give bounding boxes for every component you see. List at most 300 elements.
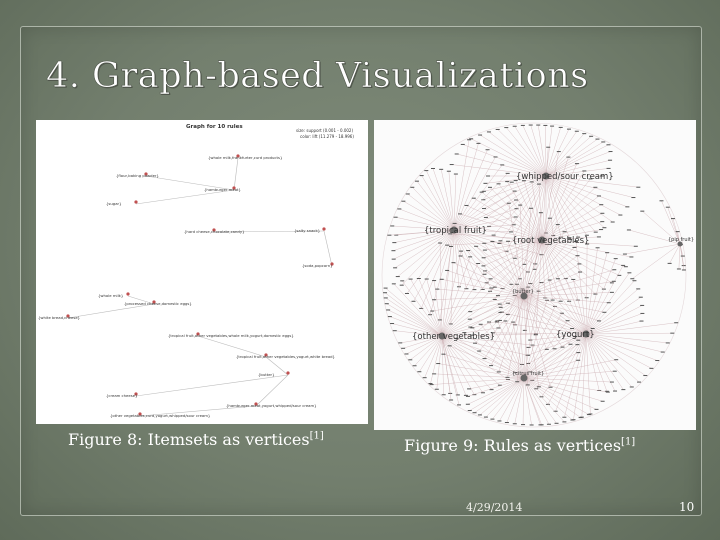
graph-spoke (586, 333, 672, 334)
graph-rule-vertex (415, 181, 419, 182)
graph-hub (516, 172, 614, 182)
graph-rule-vertex (632, 280, 636, 281)
graph-rule-vertex (439, 169, 443, 170)
graph-rule-vertex (595, 409, 599, 410)
graph-spoke (545, 125, 546, 176)
graph-rule-vertex (484, 217, 488, 218)
graph-spoke (437, 336, 442, 389)
graph-spoke (394, 284, 442, 336)
graph-rule-vertex (545, 349, 549, 350)
graph-rule-vertex (497, 420, 501, 421)
graph-spoke (412, 187, 454, 230)
graph-rule-vertex (676, 231, 680, 232)
graph-spoke (586, 259, 616, 334)
graph-spoke (485, 296, 524, 359)
graph-rule-vertex (627, 272, 631, 273)
graph-rule-vertex (461, 144, 465, 145)
graph-spoke (586, 334, 651, 368)
graph-rule-vertex (453, 223, 457, 224)
graph-spoke (427, 279, 442, 336)
graph-spoke (586, 248, 598, 334)
graph-rule-vertex (499, 307, 503, 308)
graph-rule-vertex (467, 388, 471, 389)
graph-rule-vertex (417, 278, 421, 279)
graph-rule-vertex (599, 229, 603, 230)
graph-rule-vertex (530, 424, 534, 425)
graph-rule-vertex (432, 299, 436, 300)
graph-rule-vertex (408, 359, 412, 360)
graph-spoke (625, 244, 680, 254)
graph-rule-vertex (506, 241, 510, 242)
graph-rule-vertex (682, 265, 686, 266)
graph-rule-vertex (393, 330, 397, 331)
graph-rule-vertex (681, 256, 685, 257)
graph-hub (412, 332, 495, 342)
graph-rule-vertex (458, 213, 462, 214)
graph-rule-vertex (451, 262, 455, 263)
graph-edge (136, 375, 288, 396)
graph-rule-vertex (481, 392, 485, 393)
graph-rule-vertex (551, 300, 555, 301)
graph-rule-vertex (440, 279, 444, 280)
graph-rule-vertex (464, 395, 468, 396)
graph-rule-vertex (553, 348, 557, 349)
graph-rule-vertex (391, 250, 395, 251)
graph-rule-vertex (490, 419, 494, 420)
graph-edge (256, 375, 288, 406)
graph-rule-vertex (486, 149, 490, 150)
graph-spoke (454, 182, 512, 230)
graph-spoke (513, 322, 524, 378)
graph-node (168, 332, 294, 338)
graph-rule-vertex (562, 417, 566, 418)
graph-rule-vertex (533, 263, 537, 264)
graph-rule-vertex (621, 389, 625, 390)
graph-spoke (524, 378, 597, 409)
graph-spoke (454, 165, 502, 230)
graph-spoke (542, 179, 590, 240)
graph-rule-vertex (566, 320, 570, 321)
graph-spoke (442, 257, 470, 336)
graph-spoke (524, 281, 614, 296)
graph-rule-vertex (518, 205, 522, 206)
graph-rule-vertex (468, 319, 472, 320)
graph-rule-vertex (449, 399, 453, 400)
graph-node-label: {white bread,cheese} (38, 315, 81, 320)
graph-rule-vertex (561, 347, 565, 348)
graph-rule-vertex (640, 305, 644, 306)
graph-rule-vertex (467, 139, 471, 140)
graph-rule-vertex (441, 354, 445, 355)
graph-rule-vertex (587, 414, 591, 415)
graph-rule-vertex (521, 424, 525, 425)
graph-rule-vertex (559, 301, 563, 302)
graph-rule-vertex (468, 256, 472, 257)
graph-spoke (524, 296, 555, 349)
graph-spoke (454, 230, 466, 289)
graph-rule-vertex (484, 417, 488, 418)
graph-rule-vertex (666, 342, 670, 343)
graph-rule-vertex (482, 208, 486, 209)
graph-rule-vertex (599, 204, 603, 205)
graph-rule-vertex (509, 231, 513, 232)
graph-spoke (441, 169, 454, 230)
graph-rule-vertex (432, 280, 436, 281)
graph-rule-vertex (537, 184, 541, 185)
graph-rule-vertex (493, 299, 497, 300)
graph-node (204, 186, 241, 192)
graph-rule-vertex (582, 133, 586, 134)
graph-node (208, 154, 282, 160)
graph-rule-vertex (430, 311, 434, 312)
graph-rule-vertex (448, 345, 452, 346)
graph-rule-vertex (671, 218, 675, 219)
graph-spoke (523, 378, 524, 425)
graph-rule-vertex (562, 421, 566, 422)
graph-rule-vertex (536, 125, 540, 126)
graph-rule-vertex (605, 252, 609, 253)
graph-spoke (442, 336, 474, 395)
graph-rule-vertex (597, 320, 601, 321)
graph-spoke (454, 150, 488, 230)
graph-spoke (586, 334, 599, 390)
graph-rule-vertex (613, 391, 617, 392)
graph-rule-vertex (548, 218, 552, 219)
graph-spoke (434, 296, 524, 300)
graph-rule-vertex (504, 127, 508, 128)
graph-rule-vertex (630, 278, 634, 279)
graph-rule-vertex (674, 322, 678, 323)
graph-rule-vertex (534, 334, 538, 335)
graph-spoke (632, 244, 680, 279)
graph-spoke (442, 336, 466, 395)
graph-rule-vertex (595, 139, 599, 140)
graph-hub-label: {tropical fruit} (424, 226, 487, 236)
graph-rule-vertex (585, 297, 589, 298)
graph-rule-vertex (640, 321, 644, 322)
figure-8-caption: Figure 8: Itemsets as vertices[1] (68, 430, 324, 449)
graph-node (294, 227, 326, 233)
graph-spoke (413, 230, 454, 301)
graph-rule-vertex (510, 182, 514, 183)
graph-rule-vertex (401, 348, 405, 349)
graph-rule-vertex (575, 163, 579, 164)
graph-hub (668, 237, 694, 247)
graph-spoke (586, 334, 590, 414)
graph-rule-vertex (606, 392, 610, 393)
graph-hub (424, 226, 487, 236)
graph-spoke (506, 128, 546, 176)
graph-rule-vertex (466, 250, 470, 251)
graph-rule-vertex (559, 127, 563, 128)
graph-rule-vertex (514, 216, 518, 217)
figure-9-image (374, 120, 696, 430)
graph-spoke (492, 378, 524, 419)
graph-spoke (679, 244, 680, 269)
graph-rule-vertex (610, 292, 614, 293)
graph-rule-vertex (570, 328, 574, 329)
graph-spoke (524, 218, 550, 296)
graph-spoke (524, 378, 603, 401)
graph-node (106, 200, 138, 206)
graph-rule-vertex (550, 126, 554, 127)
graph-rule-vertex (496, 129, 500, 130)
graph-node (236, 353, 335, 359)
graph-node-label: {tropical fruit,other vegetables,yogurt,white bread} (236, 354, 335, 359)
graph-rule-vertex (465, 205, 469, 206)
graph-rule-vertex (387, 235, 391, 236)
graph-node-label: {butter} (258, 372, 275, 377)
graph-node (98, 292, 130, 298)
graph-rule-vertex (459, 255, 463, 256)
graph-rule-vertex (450, 164, 454, 165)
graph-rule-vertex (419, 308, 423, 309)
graph-rule-vertex (384, 288, 388, 289)
graph-rule-vertex (609, 151, 613, 152)
graph-rule-vertex (466, 396, 470, 397)
graph-spoke (515, 378, 524, 424)
graph-rule-vertex (398, 342, 402, 343)
graph-hub (512, 289, 534, 300)
graph-spoke (670, 244, 680, 263)
graph-hub-label: {other vegetables} (412, 332, 496, 342)
graph-rule-vertex (513, 423, 517, 424)
graph-rule-vertex (445, 270, 449, 271)
graph-rule-vertex (529, 125, 533, 126)
graph-rule-vertex (557, 151, 561, 152)
graph-rule-vertex (611, 222, 615, 223)
graph-spoke (531, 125, 546, 176)
graph-rule-vertex (606, 144, 610, 145)
graph-rule-vertex (563, 231, 567, 232)
graph-rule-vertex (555, 423, 559, 424)
graph-rule-vertex (507, 203, 511, 204)
graph-title: Graph for 10 rules (186, 124, 243, 130)
graph-rule-vertex (578, 272, 582, 273)
graph-rule-vertex (505, 181, 509, 182)
graph-rule-vertex (612, 269, 616, 270)
graph-rule-vertex (431, 168, 435, 169)
graph-rule-vertex (476, 263, 480, 264)
graph-node-label: {hamburger meat} (204, 187, 241, 192)
graph-spoke (524, 378, 581, 418)
graph-rule-vertex (629, 256, 633, 257)
graph-rule-vertex (483, 358, 487, 359)
graph-rule-vertex (487, 131, 491, 132)
graph-rule-vertex (614, 258, 618, 259)
graph-rule-vertex (496, 295, 500, 296)
graph-rule-vertex (601, 401, 605, 402)
graph-node (110, 412, 210, 418)
graph-rule-vertex (612, 281, 616, 282)
graph-rule-vertex (624, 266, 628, 267)
graph-spoke (586, 273, 629, 334)
graph-spoke (422, 176, 454, 230)
graph-rule-vertex (649, 368, 653, 369)
graph-rule-vertex (505, 377, 509, 378)
graph-hub-label: {whipped/sour cream} (516, 172, 614, 182)
graph-spoke (482, 192, 542, 240)
graph-rule-vertex (566, 157, 570, 158)
graph-rule-vertex (505, 422, 509, 423)
graph-spoke (471, 139, 546, 176)
graph-spoke (440, 230, 454, 320)
graph-rule-vertex (537, 386, 541, 387)
graph-rule-vertex (618, 215, 622, 216)
graph-spoke (586, 334, 607, 391)
graph-rule-vertex (601, 141, 605, 142)
graph-rule-vertex (466, 404, 470, 405)
graph-rule-vertex (386, 309, 390, 310)
graph-rule-vertex (666, 207, 670, 208)
graph-rule-vertex (556, 278, 560, 279)
graph-spoke (546, 136, 591, 176)
graph-rule-vertex (567, 129, 571, 130)
graph-rule-vertex (493, 156, 497, 157)
graph-rule-vertex (428, 383, 432, 384)
graph-rule-vertex (459, 251, 463, 252)
graph-rule-vertex (640, 313, 644, 314)
graph-rule-vertex (637, 382, 641, 383)
graph-rule-vertex (538, 424, 542, 425)
graph-rule-vertex (401, 201, 405, 202)
graph-rule-vertex (500, 164, 504, 165)
graph-rule-vertex (600, 213, 604, 214)
graph-node-label: {tropical fruit,other vegetables,whole milk,yogurt,domestic eggs} (168, 333, 294, 338)
graph-rule-vertex (438, 319, 442, 320)
graph-rule-vertex (483, 250, 487, 251)
graph-spoke (515, 126, 546, 176)
graph-node-label: {whole milk,frankfurter,curd products} (208, 155, 283, 160)
graph-spoke (586, 281, 634, 334)
graph-node (184, 228, 244, 234)
graph-rule-vertex (482, 243, 486, 244)
graph-rule-vertex (468, 311, 472, 312)
graph-rule-vertex (602, 312, 606, 313)
graph-spoke (475, 378, 524, 413)
graph-spoke (498, 129, 546, 176)
graph-rule-vertex (400, 285, 404, 286)
graph-spoke (542, 240, 612, 283)
graph-spoke (454, 230, 491, 288)
graph-rule-vertex (400, 280, 404, 281)
graph-rule-vertex (424, 170, 428, 171)
graph-spoke (432, 296, 524, 311)
graph-rule-vertex (529, 208, 533, 209)
graph-spoke (489, 322, 524, 378)
graph-rule-vertex (515, 381, 519, 382)
graph-rule-vertex (490, 241, 494, 242)
graph-node-label: {hamburger meat,yogurt,whipped/sour cream} (226, 403, 317, 408)
graph-rule-vertex (390, 225, 394, 226)
graph-rule-vertex (549, 387, 553, 388)
graph-rule-vertex (593, 187, 597, 188)
graph-node-label: {hard cheese,chocolate,candy} (184, 229, 245, 234)
graph-rule-vertex (597, 195, 601, 196)
graph-node-label: {whole milk} (98, 293, 124, 298)
graph-node (226, 402, 317, 408)
graph-rule-vertex (579, 417, 583, 418)
graph-rule-vertex (520, 364, 524, 365)
graph-spoke (469, 378, 524, 389)
graph-spoke (480, 378, 524, 415)
graph-rule-vertex (661, 352, 665, 353)
graph-edge (68, 304, 154, 318)
graph-rule-vertex (447, 171, 451, 172)
graph-rule-vertex (435, 289, 439, 290)
graph-spoke (546, 176, 569, 238)
graph-hub-label: {citrus fruit} (512, 371, 545, 377)
graph-rule-vertex (396, 276, 400, 277)
graph-spoke (454, 191, 515, 230)
graph-rule-vertex (596, 247, 600, 248)
graph-rule-vertex (610, 382, 614, 383)
graph-rule-vertex (497, 371, 501, 372)
graph-spoke (524, 296, 547, 349)
graph-spoke (432, 378, 524, 385)
graph-rule-vertex (546, 147, 550, 148)
graph-rule-vertex (643, 375, 647, 376)
graph-nodes (38, 154, 335, 418)
graph-rule-vertex (575, 344, 579, 345)
graph-rule-vertex (393, 267, 397, 268)
graph-rule-vertex (388, 316, 392, 317)
graph-node (38, 314, 80, 320)
graph-rule-vertex (625, 206, 629, 207)
graph-spoke (468, 378, 524, 396)
graph-hub (556, 330, 595, 340)
graph-edge (324, 231, 332, 266)
graph-spoke (398, 230, 454, 277)
graph-rule-vertex (568, 344, 572, 345)
graph-hub-label: {root vegetables} (512, 236, 590, 246)
slide-page-number: 10 (679, 500, 695, 514)
graph-rule-vertex (668, 263, 672, 264)
graph-rule-vertex (409, 279, 413, 280)
graph-rule-vertex (589, 136, 593, 137)
graph-node-label: {sugar} (106, 201, 122, 206)
graph-rule-vertex (436, 363, 440, 364)
graph-edges (68, 158, 332, 416)
graph-spoke (516, 181, 542, 240)
graph-rule-vertex (411, 301, 415, 302)
graph-rule-vertex (607, 168, 611, 169)
figure-8-image (36, 120, 368, 424)
graph-rule-vertex (631, 197, 635, 198)
graph-spoke (489, 132, 546, 176)
graph-legend-color: color: lift (11.279 - 18.996) (300, 134, 354, 139)
graph-rule-vertex (457, 286, 461, 287)
graph-rule-vertex (593, 294, 597, 295)
graph-rule-vertex (634, 246, 638, 247)
graph-rule-vertex (577, 263, 581, 264)
graph-rule-vertex (435, 389, 439, 390)
graph-rule-vertex (473, 343, 477, 344)
graph-node-label: {other vegetables,curd,yogurt,whipped/sour cream} (110, 413, 211, 418)
graph-rule-vertex (392, 259, 396, 260)
graph-legend-size: size: support (0.001 - 0.002) (296, 128, 354, 133)
graph-edge (136, 190, 234, 204)
graph-rule-vertex (533, 269, 537, 270)
graph-rule-vertex (430, 384, 434, 385)
graph-rule-vertex (449, 246, 453, 247)
graph-spokes (382, 123, 686, 427)
graph-rule-vertex (390, 323, 394, 324)
graph-rule-vertex (472, 198, 476, 199)
graph-rule-vertex (682, 269, 686, 270)
graph-node-label: {salty snack} (294, 228, 321, 233)
graph-hub-label: {butter} (512, 289, 534, 295)
